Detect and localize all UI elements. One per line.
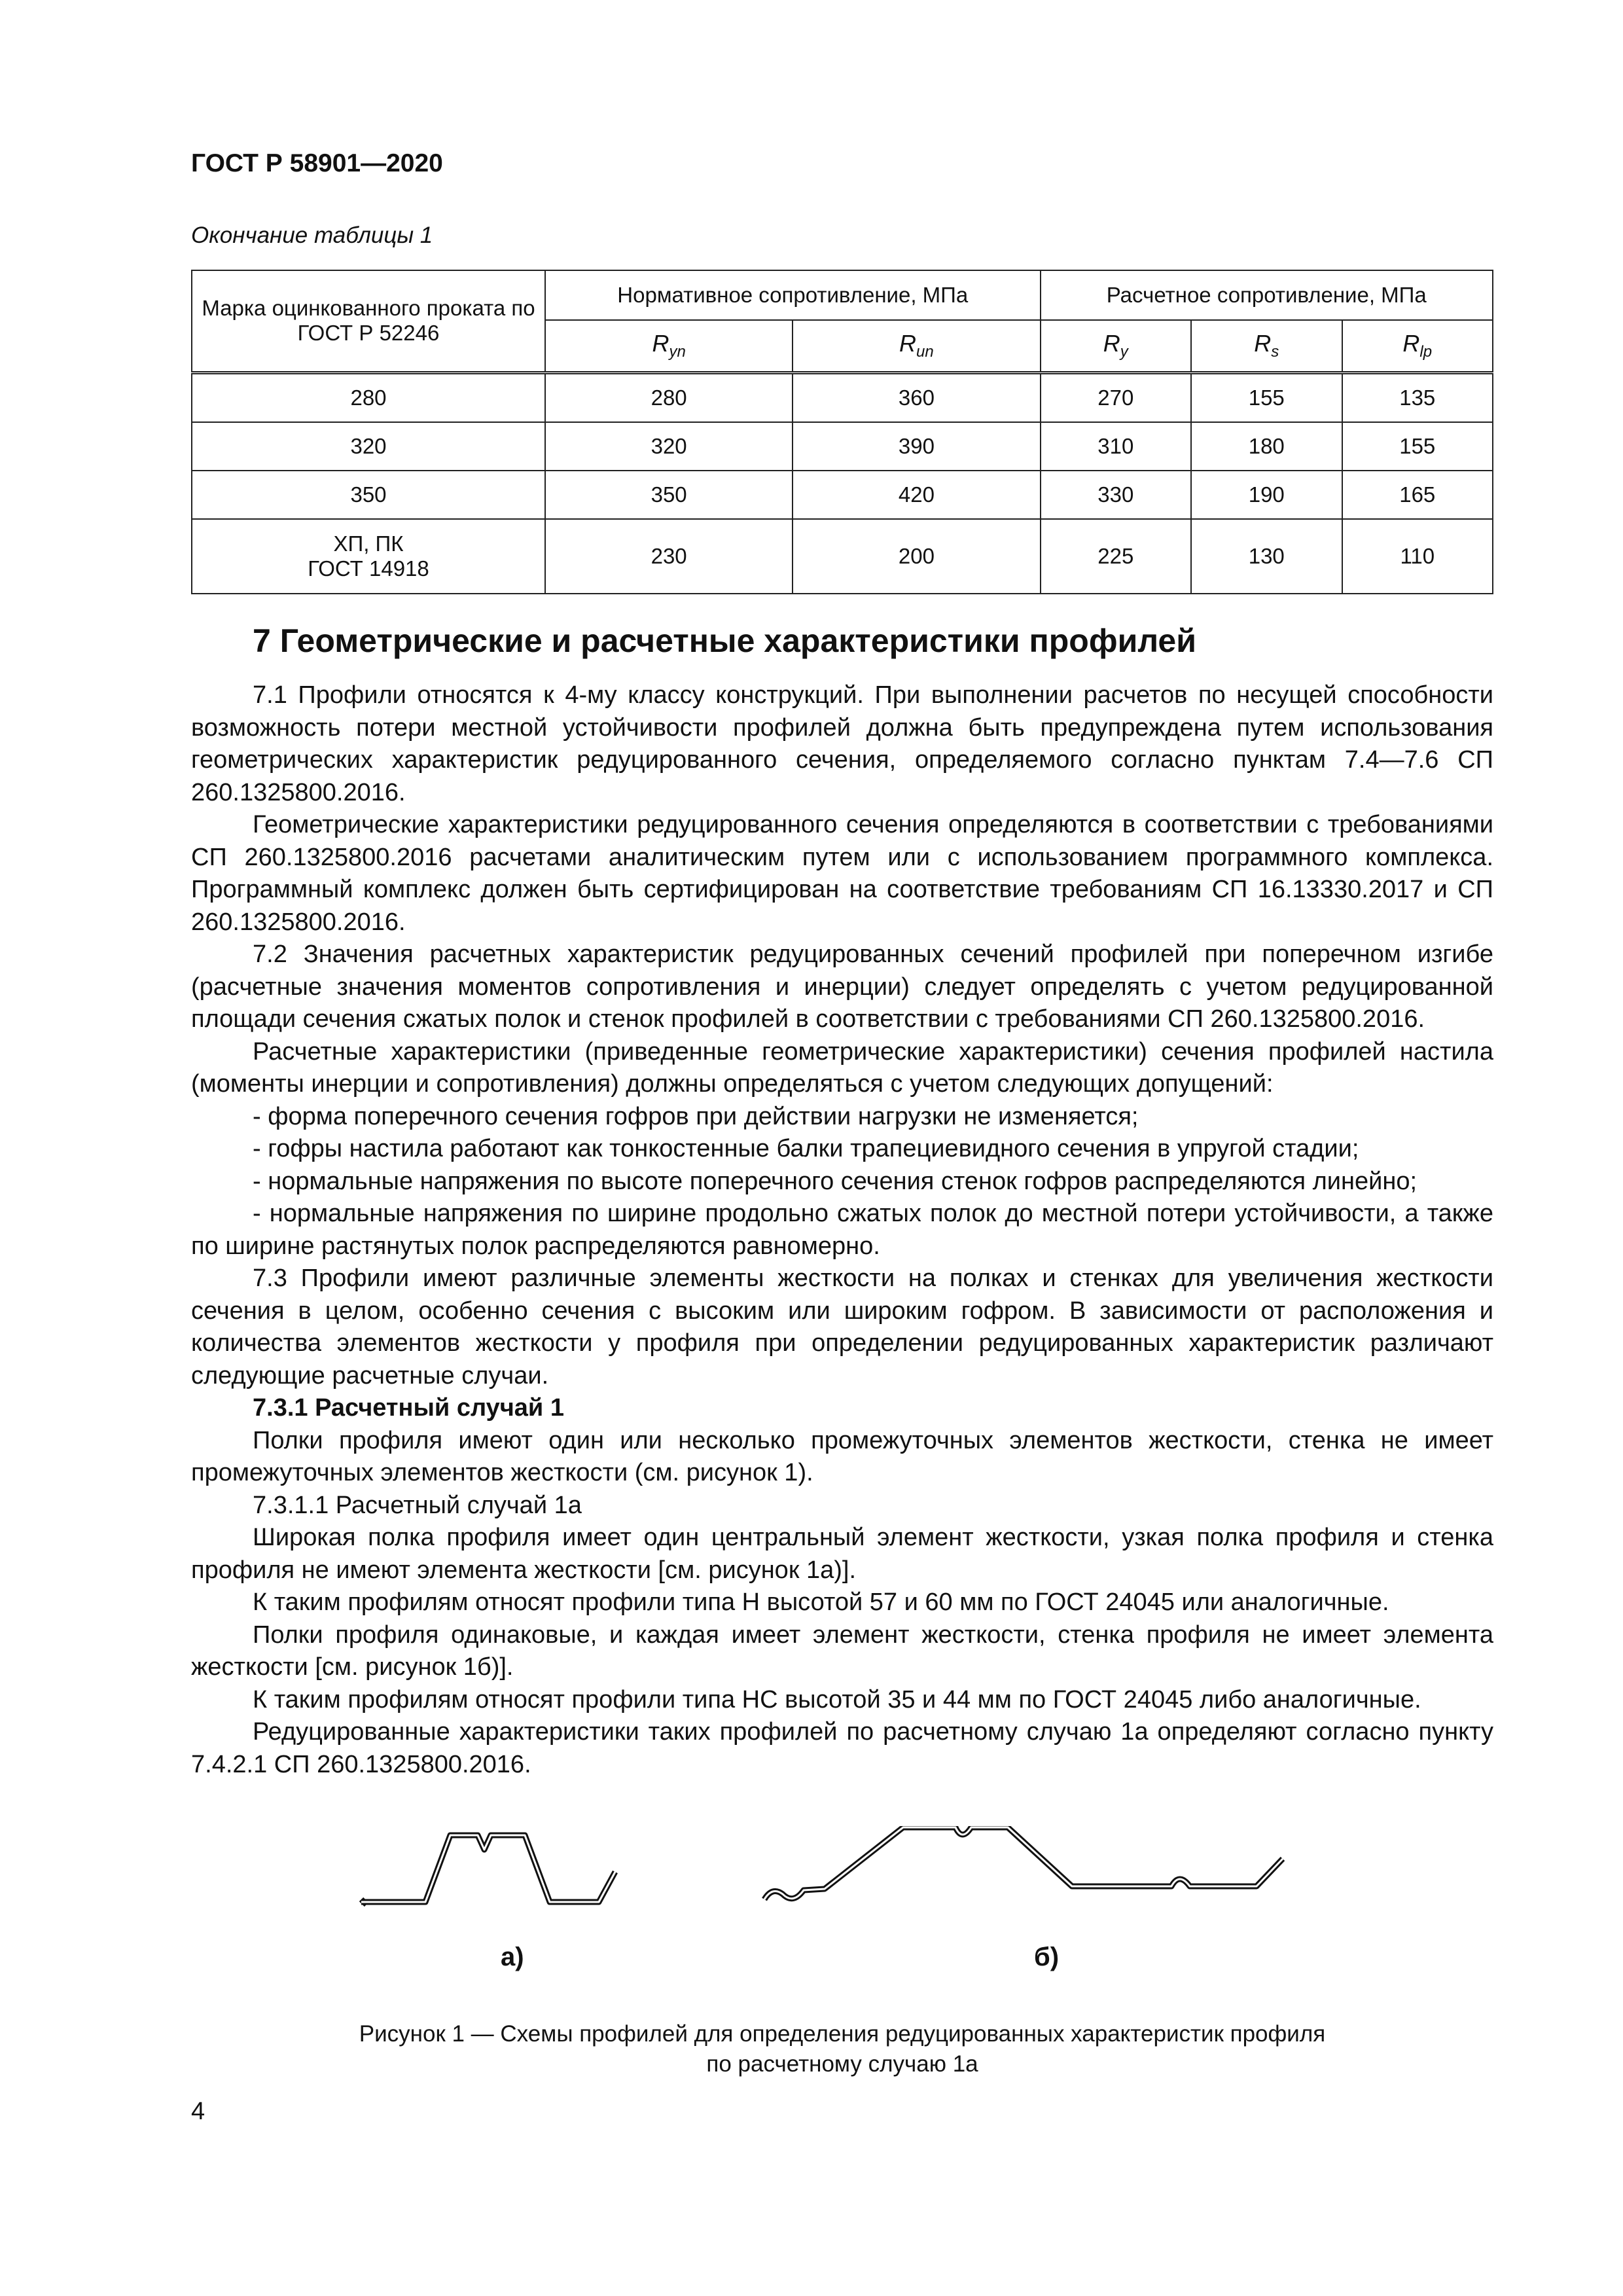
cell-value: 310 xyxy=(1041,422,1191,471)
symbol-ry: $R_y$ xyxy=(1041,320,1191,372)
cell-value: 200 xyxy=(793,519,1040,594)
cell-value: 230 xyxy=(545,519,793,594)
cell-value: 280 xyxy=(545,372,793,422)
cell-value: 320 xyxy=(545,422,793,471)
paragraph: Расчетные характеристики (приведенные геометрические характеристики) сечения профилей настила (моменты инерции и сопротивления) должны определяться с учетом следующих допущений: xyxy=(191,1037,1493,1098)
cell-value: 155 xyxy=(1191,372,1342,422)
cell-value: 350 xyxy=(545,471,793,519)
paragraph: К таким профилям относят профили типа НС высотой 35 и 44 мм по ГОСТ 24045 либо аналогичные. xyxy=(253,1685,1421,1713)
table-row xyxy=(192,372,1493,422)
symbol-run: $R_{un}$ xyxy=(793,320,1040,372)
table-row xyxy=(192,471,1493,519)
col-grade-header: Марка оцинкованного проката по ГОСТ Р 52246 xyxy=(192,270,545,372)
cell-value: 110 xyxy=(1342,519,1493,594)
resistance-table xyxy=(191,270,1493,594)
paragraph: Полки профиля одинаковые, и каждая имеет элемент жесткости, стенка профиля не имеет элемента жесткости [см. рисунок 1б)]. xyxy=(191,1621,1493,1681)
table-row xyxy=(192,422,1493,471)
subsection-heading: 7.3.1.1 Расчетный случай 1а xyxy=(253,1491,582,1519)
cell-grade: 350 xyxy=(192,471,545,519)
symbol-ryn: $R_{yn}$ xyxy=(545,320,793,372)
table-row xyxy=(192,519,1493,594)
figure-caption-line: Рисунок 1 — Схемы профилей для определения редуцированных характеристик профиля xyxy=(359,2021,1326,2047)
section-title: 7 Геометрические и расчетные характеристики профилей xyxy=(253,622,1196,659)
profile-a-shape xyxy=(361,1835,615,1905)
cell-value: 420 xyxy=(793,471,1040,519)
cell-value: 155 xyxy=(1342,422,1493,471)
cell-value: 225 xyxy=(1041,519,1191,594)
page-number: 4 xyxy=(191,2098,205,2125)
cell-value: 190 xyxy=(1191,471,1342,519)
cell-value: 130 xyxy=(1191,519,1342,594)
list-item: - гофры настила работают как тонкостенные балки трапециевидного сечения в упругой стадии; xyxy=(253,1135,1359,1162)
figure-caption-line: по расчетному случаю 1а xyxy=(706,2051,978,2077)
subsection-heading: 7.3.1 Расчетный случай 1 xyxy=(253,1394,564,1422)
list-item: - форма поперечного сечения гофров при действии нагрузки не изменяется; xyxy=(253,1102,1139,1130)
figure-label-a: а) xyxy=(501,1943,524,1971)
paragraph: К таким профилям относят профили типа Н высотой 57 и 60 мм по ГОСТ 24045 или аналогичные. xyxy=(253,1588,1389,1616)
cell-grade: ХП, ПК ГОСТ 14918 xyxy=(192,519,545,594)
col-group-design: Расчетное сопротивление, МПа xyxy=(1041,270,1493,320)
document-header: ГОСТ Р 58901—2020 xyxy=(191,149,443,177)
profile-schemes-drawing xyxy=(353,1826,1335,1944)
cell-value: 330 xyxy=(1041,471,1191,519)
paragraph: Полки профиля имеют один или несколько промежуточных элементов жесткости, стенка не имеет промежуточных элементов жесткости (см. рисунок 1). xyxy=(191,1426,1493,1486)
cell-value: 270 xyxy=(1041,372,1191,422)
cell-value: 135 xyxy=(1342,372,1493,422)
cell-value: 165 xyxy=(1342,471,1493,519)
section-body xyxy=(191,679,1493,1781)
paragraph: Геометрические характеристики редуцированного сечения определяются в соответствии с требованиями СП 260.1325800.2016 расчетами аналитическим путем или с использованием программного комплекса. Программный комплекс должен быть сертифицирован на соответствие требованиям СП 16.13330.2017 и СП 260.1325800.2016. xyxy=(191,811,1493,936)
col-group-normative: Нормативное сопротивление, МПа xyxy=(545,270,1041,320)
table-continuation-label: Окончание таблицы 1 xyxy=(191,223,433,248)
cell-grade: 320 xyxy=(192,422,545,471)
cell-value: 360 xyxy=(793,372,1040,422)
paragraph: 7.2 Значения расчетных характеристик редуцированных сечений профилей при поперечном изгибе (расчетные значения моментов сопротивления и инерции) следует определять с учетом редуцированной площади сечения сжатых полок и стенок профилей в соответствии с требованиями СП 260.1325800.2016. xyxy=(191,941,1493,1033)
list-item: - нормальные напряжения по ширине продольно сжатых полок до местной потери устойчивости, а также по ширине растянутых полок распределяются равномерно. xyxy=(191,1200,1493,1260)
cell-grade: 280 xyxy=(192,372,545,422)
paragraph: Широкая полка профиля имеет один центральный элемент жесткости, узкая полка профиля и стенка профиля не имеют элемента жесткости [см. рисунок 1а)]. xyxy=(191,1524,1493,1584)
cell-value: 390 xyxy=(793,422,1040,471)
paragraph: 7.1 Профили относятся к 4-му классу конструкций. При выполнении расчетов по несущей способности возможность потери местной устойчивости профилей должна быть предупреждена путем использования геометрических характеристик редуцированного сечения, определяемого согласно пунктам 7.4—7.6 СП 260.1325800.2016. xyxy=(191,681,1493,806)
figure-caption xyxy=(191,2019,1493,2079)
figure-label-b: б) xyxy=(1034,1943,1060,1971)
paragraph: 7.3 Профили имеют различные элементы жесткости на полках и стенках для увеличения жесткости сечения в целом, особенно сечения с высоким или широким гофром. В зависимости от расположения и количества элементов жесткости у профиля при определении редуцированных характеристик различают следующие расчетные случаи. xyxy=(191,1265,1493,1390)
list-item: - нормальные напряжения по высоте поперечного сечения стенок гофров распределяются линейно; xyxy=(253,1167,1418,1195)
paragraph: Редуцированные характеристики таких профилей по расчетному случаю 1а определяют согласно пункту 7.4.2.1 СП 260.1325800.2016. xyxy=(191,1718,1493,1778)
cell-value: 180 xyxy=(1191,422,1342,471)
symbol-rs: $R_s$ xyxy=(1191,320,1342,372)
symbol-rlp: $R_{lp}$ xyxy=(1342,320,1493,372)
profile-b-shape xyxy=(764,1827,1283,1899)
